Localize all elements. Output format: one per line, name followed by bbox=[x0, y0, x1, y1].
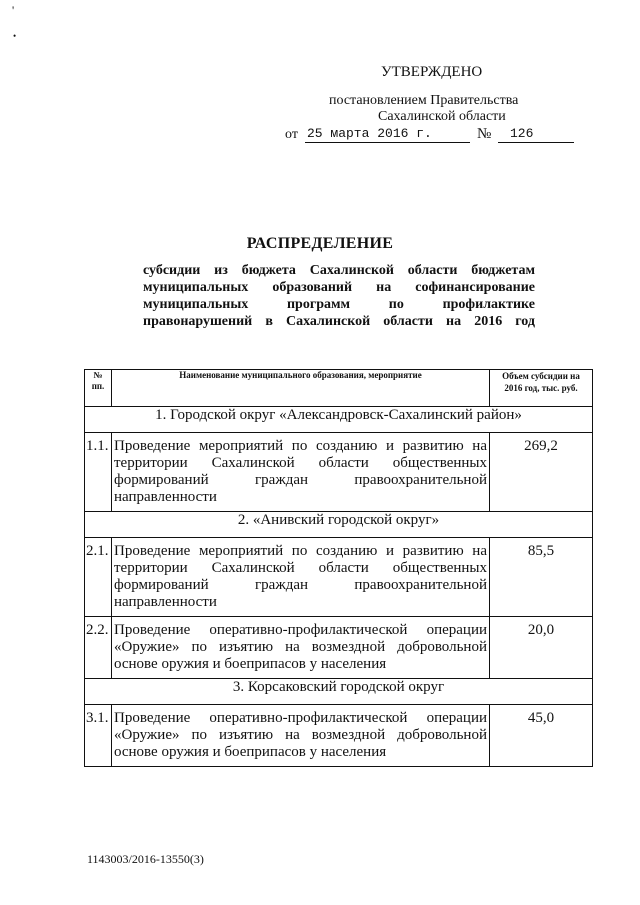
row-number: 2.2. bbox=[85, 617, 112, 679]
section-title: 3. Корсаковский городской округ bbox=[85, 679, 593, 705]
table-row bbox=[85, 538, 593, 617]
document-id: 1143003/2016-13550(3) bbox=[87, 852, 204, 866]
row-description: Проведение мероприятий по созданию и развитию на территории Сахалинской области общественных формирований граждан правоохранительной направленности bbox=[112, 538, 490, 617]
document-title: РАСПРЕДЕЛЕНИЕ bbox=[246, 235, 394, 252]
approval-line-2: Сахалинской области bbox=[378, 109, 506, 124]
section-title: 1. Городской округ «Александровск-Сахалинский район» bbox=[85, 407, 593, 433]
table-row bbox=[85, 705, 593, 767]
row-number: 3.1. bbox=[85, 705, 112, 767]
document-subtitle bbox=[143, 262, 535, 330]
section-row bbox=[85, 679, 593, 705]
table-row bbox=[85, 433, 593, 512]
approval-line-1: постановлением Правительства bbox=[329, 93, 519, 108]
header-name: Наименование муниципального образования, мероприятие bbox=[112, 370, 490, 407]
approval-number-label: № bbox=[477, 126, 492, 142]
row-description: Проведение мероприятий по созданию и развитию на территории Сахалинской области общественных формирований граждан правоохранительной направленности bbox=[112, 433, 490, 512]
subtitle-line: правонарушений в Сахалинской области на 2016 год bbox=[143, 314, 535, 329]
approval-from-label: от bbox=[285, 127, 298, 142]
row-amount: 20,0 bbox=[490, 617, 593, 679]
row-amount: 269,2 bbox=[490, 433, 593, 512]
approval-title: УТВЕРЖДЕНО bbox=[381, 64, 483, 80]
subtitle-line: муниципальных программ по профилактике bbox=[143, 297, 535, 312]
approval-number: 126 bbox=[498, 126, 574, 143]
table-row bbox=[85, 617, 593, 679]
scan-mark: ' bbox=[12, 3, 15, 17]
table-header-row bbox=[85, 370, 593, 407]
approval-date: 25 марта 2016 г. bbox=[305, 126, 470, 143]
row-number: 2.1. bbox=[85, 538, 112, 617]
section-row bbox=[85, 407, 593, 433]
row-number: 1.1. bbox=[85, 433, 112, 512]
header-number: № пп. bbox=[85, 370, 112, 407]
header-amount: Объем субсидии на 2016 год, тыс. руб. bbox=[490, 370, 593, 407]
section-row bbox=[85, 512, 593, 538]
subtitle-line: муниципальных образований на софинансирование bbox=[143, 280, 535, 295]
scan-mark: • bbox=[13, 31, 17, 41]
section-title: 2. «Анивский городской округ» bbox=[85, 512, 593, 538]
row-amount: 45,0 bbox=[490, 705, 593, 767]
row-amount: 85,5 bbox=[490, 538, 593, 617]
row-description: Проведение оперативно-профилактической операции «Оружие» по изъятию на возмездной добровольной основе оружия и боеприпасов у населения bbox=[112, 617, 490, 679]
subtitle-line: субсидии из бюджета Сахалинской области бюджетам bbox=[143, 263, 535, 278]
subsidy-table bbox=[84, 369, 593, 767]
row-description: Проведение оперативно-профилактической операции «Оружие» по изъятию на возмездной добровольной основе оружия и боеприпасов у населения bbox=[112, 705, 490, 767]
